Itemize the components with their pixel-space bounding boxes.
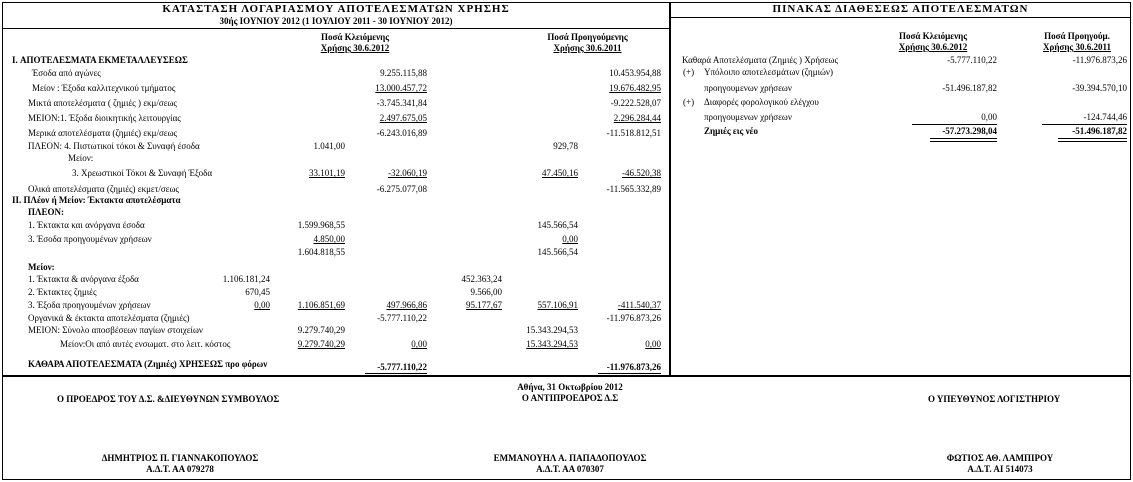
cell-b1: 145.566,54 xyxy=(537,247,578,257)
cell-a1: 33.101,19 xyxy=(309,168,345,178)
header-divider xyxy=(2,28,670,29)
right-col-previous-header-1: Ποσά Προηγούμ. xyxy=(1044,31,1110,41)
cell-a1: 1.604.818,55 xyxy=(297,247,345,257)
col-current-header-2: Χρήσης 30.6.2012 xyxy=(320,43,390,53)
cell-b2: -11.565.332,89 xyxy=(606,184,661,194)
cell-b1: 47.450,16 xyxy=(542,168,578,178)
row-label: ΜΕΙΟΝ: Σύνολο αποσβέσεων παγίων στοιχείων xyxy=(28,325,203,335)
right-cell-previous: -39.394.570,10 xyxy=(1072,83,1127,93)
row-label: II. ΠΛέον ή Μείον: Έκτακτα αποτελέσματα xyxy=(12,195,181,205)
total-underline xyxy=(365,373,427,377)
signatory-2-name: ΕΜΜΑΝΟΥΗΛ Α. ΠΑΠΑΔΟΠΟΥΛΟΣ xyxy=(493,453,647,463)
total-underline xyxy=(1058,138,1127,142)
row-label: 3. Χρεωστικοί Τόκοι & Συναφή Έξοδα xyxy=(72,168,213,178)
right-row-label: προηγουμενων χρήσεων xyxy=(704,112,792,122)
cell-b0: 95.177,67 xyxy=(466,300,502,310)
cell-a1: 9.279.740,29 xyxy=(297,339,345,349)
row-label: Μείον: xyxy=(28,262,55,272)
cell-b2: 10.453.954,88 xyxy=(609,68,661,78)
signatory-2-role: Ο ΑΝΤΙΠΡΟΕΔΡΟΣ Δ.Σ xyxy=(521,393,619,403)
row-label: ΜΕΙΟΝ:1. Έξοδα διοικητικής λειτουργίας xyxy=(28,113,181,123)
cell-b2: -11.976.873,26 xyxy=(606,313,661,323)
right-cell-previous-total: -51.496.187,82 xyxy=(1072,126,1127,136)
cell-a2: -6.243.016,89 xyxy=(376,128,427,138)
cell-b2: -9.222.528,07 xyxy=(610,98,661,108)
cell-a2: -5.777.110,22 xyxy=(377,313,427,323)
cell-a2: -3.745.341,84 xyxy=(376,98,427,108)
row-label: Μείον: xyxy=(68,153,94,163)
col-previous-header-2: Χρήσης 30.6.2011 xyxy=(553,43,622,53)
total-underline xyxy=(930,138,997,142)
statement-title: ΚΑΤΑΣΤΑΣΗ ΛΟΓΑΡΙΑΣΜΟΥ ΑΠΟΤΕΛΕΣΜΑΤΩΝ ΧΡΗΣΗΣ xyxy=(162,3,510,15)
cell-b2: 0,00 xyxy=(645,339,661,349)
row-label: Έσοδα από αγώνες xyxy=(32,68,101,78)
cell-a0: 670,45 xyxy=(245,287,270,297)
right-cell-current-total: -57.273.298,04 xyxy=(942,126,997,136)
right-row-label: Διαφορές φορολογικού ελέγχου xyxy=(704,97,819,107)
row-label: I. ΑΠΟΤΕΛΕΣΜΑΤΑ ΕΚΜΕΤΑΛΛΕΥΣΕΩΣ xyxy=(12,55,188,65)
row-label: ΠΛΕΟΝ: xyxy=(28,207,64,217)
row-label: ΠΛΕΟΝ: 4. Πιστωτικοί τόκοι & Συναφή έσοδα xyxy=(28,141,200,151)
row-label: 3. Έσοδα προηγουμένων χρήσεων xyxy=(28,234,152,244)
statement-period: 30ής ΙΟΥΝΙΟΥ 2012 (1 ΙΟΥΛΙΟΥ 2011 - 30 ΙΟΥΝΙΟΥ 2012) xyxy=(219,16,453,26)
cell-b2: 2.296.284,44 xyxy=(613,113,661,123)
row-label: Μείον : Έξοδα καλλιτεχνικού τμήματος xyxy=(32,83,176,93)
right-cell-current: 0,00 xyxy=(981,112,997,122)
signatory-1-role: Ο ΠΡΟΕΔΡΟΣ ΤΟΥ Δ.Σ. &ΔΙΕΥΘΥΝΩΝ ΣΥΜΒΟΥΛΟΣ xyxy=(57,394,280,404)
row-label: Μείον:Οι από αυτές ενσωματ. στο λειτ. κόστος xyxy=(60,339,231,349)
header-divider-right xyxy=(670,17,1131,18)
row-label: ΚΑΘΑΡΑ ΑΠΟΤΕΛΕΣΜΑΤΑ (Ζημιές) ΧΡΗΣΕΩΣ προ φόρων xyxy=(28,359,268,369)
row-label: Μερικά αποτελέσματα (ζημιές) εκμ/σεως xyxy=(28,128,178,138)
signatory-3-name: ΦΩΤΙΟΣ ΑΘ. ΛΑΜΠΙΡΟΥ xyxy=(946,453,1054,463)
right-row-prefix: (+) xyxy=(683,67,695,77)
subtotal-line xyxy=(912,124,997,125)
cell-b2: -46.520,38 xyxy=(622,168,661,178)
cell-a2: 2.497.675,05 xyxy=(379,113,427,123)
cell-b1: 0,00 xyxy=(562,234,578,244)
total-underline xyxy=(598,373,661,377)
right-cell-current: -5.777.110,22 xyxy=(947,55,997,65)
cell-b1: 929,78 xyxy=(553,141,578,151)
place-date: Αθήνα, 31 Οκτωβρίου 2012 xyxy=(517,382,623,392)
cell-a2: -6.275.077,08 xyxy=(376,184,427,194)
row-label: 1. Έκτακτα & ανόργανα έξοδα xyxy=(28,274,139,284)
cell-b2: 19.676.482,95 xyxy=(609,83,661,93)
signatory-1-name: ΔΗΜΗΤΡΙΟΣ Π. ΓΙΑΝΝΑΚΟΠΟΥΛΟΣ xyxy=(101,453,259,463)
cell-b1: 15.343.294,53 xyxy=(526,339,578,349)
row-label: 3. Έξοδα προηγουμένων χρήσεων xyxy=(28,300,151,310)
col-previous-header-1: Ποσά Προηγούμενης xyxy=(547,32,628,42)
cell-a2-total: -5.777.110,22 xyxy=(377,362,427,372)
cell-b0: 9.566,00 xyxy=(470,287,502,297)
right-row-prefix: (+) xyxy=(683,97,695,107)
cell-a2: 13.000.457,72 xyxy=(375,83,427,93)
right-cell-previous: -124.744,46 xyxy=(1083,112,1127,122)
cell-b0: 452.363,24 xyxy=(461,274,502,284)
appropriation-title: ΠΙΝΑΚΑΣ ΔΙΑΘΕΣΕΩΣ ΑΠΟΤΕΛΕΣΜΑΤΩΝ xyxy=(772,3,1029,15)
cell-a1: 1.106.851,69 xyxy=(297,300,345,310)
signatory-1-id: Α.Δ.Τ. ΑΑ 079278 xyxy=(146,464,214,474)
right-row-label: προηγουμενων χρήσεων xyxy=(704,83,792,93)
cell-a1: 1.599.968,55 xyxy=(297,220,345,230)
right-col-current-header-1: Ποσά Κλειόμενης xyxy=(898,31,968,41)
row-label: 2. Έκτακτες ζημιές xyxy=(28,287,97,297)
cell-b2: -11.518.812,51 xyxy=(606,128,661,138)
right-row-label: Καθαρά Αποτελέσματα (Ζημιές ) Χρήσεως xyxy=(682,55,839,65)
cell-a0: 0,00 xyxy=(254,300,270,310)
cell-a2: 0,00 xyxy=(411,339,427,349)
cell-b1: 145.566,54 xyxy=(537,220,578,230)
row-label: Μικτά αποτελέσματα ( ζημιές ) εκμ/σεως xyxy=(28,98,177,108)
cell-a1: 9.279.740,29 xyxy=(297,325,345,335)
row-label: Οργανικά & έκτακτα αποτελέσματα (ζημιές) xyxy=(28,313,190,323)
cell-b2: -411.540,37 xyxy=(617,300,661,310)
signatory-2-id: Α.Δ.Τ. ΑΑ 070307 xyxy=(536,464,604,474)
right-row-label: Ζημιές εις νέο xyxy=(704,126,758,136)
signatory-3-role: Ο ΥΠΕΥΘΥΝΟΣ ΛΟΓΙΣΤΗΡΙΟΥ xyxy=(928,394,1061,404)
right-col-previous-header-2: Χρήσης 30.6.2011 xyxy=(1043,42,1111,52)
right-cell-current: -51.496.187,82 xyxy=(942,83,997,93)
cell-a1: 1.041,00 xyxy=(313,141,345,151)
cell-a2: 9.255.115,88 xyxy=(380,68,427,78)
cell-b1: 15.343.294,53 xyxy=(526,325,578,335)
right-row-label: Υπόλοιπο αποτελεσμάτων (ζημιών) xyxy=(704,67,833,77)
signatory-3-id: Α.Δ.Τ. ΑΙ 514073 xyxy=(967,464,1033,474)
right-col-current-header-2: Χρήσης 30.6.2012 xyxy=(898,42,968,52)
row-label: 1. Έκτακτα και ανόργανα έσοδα xyxy=(28,220,145,230)
cell-a2: 497.966,86 xyxy=(386,300,427,310)
cell-a1: 4.850,00 xyxy=(313,234,345,244)
cell-a0: 1.106.181,24 xyxy=(222,274,270,284)
subtotal-line xyxy=(1042,124,1127,125)
cell-a2: -32.060,19 xyxy=(388,168,427,178)
right-cell-previous: -11.976.873,26 xyxy=(1072,55,1127,65)
cell-b1: 557.106,91 xyxy=(537,300,578,310)
cell-b2-total: -11.976.873,26 xyxy=(606,362,661,372)
row-label: Ολικά αποτελέσματα (ζημιές) εκμετ/σεως xyxy=(28,184,179,194)
col-current-header-1: Ποσά Κλειόμενης xyxy=(320,32,390,42)
